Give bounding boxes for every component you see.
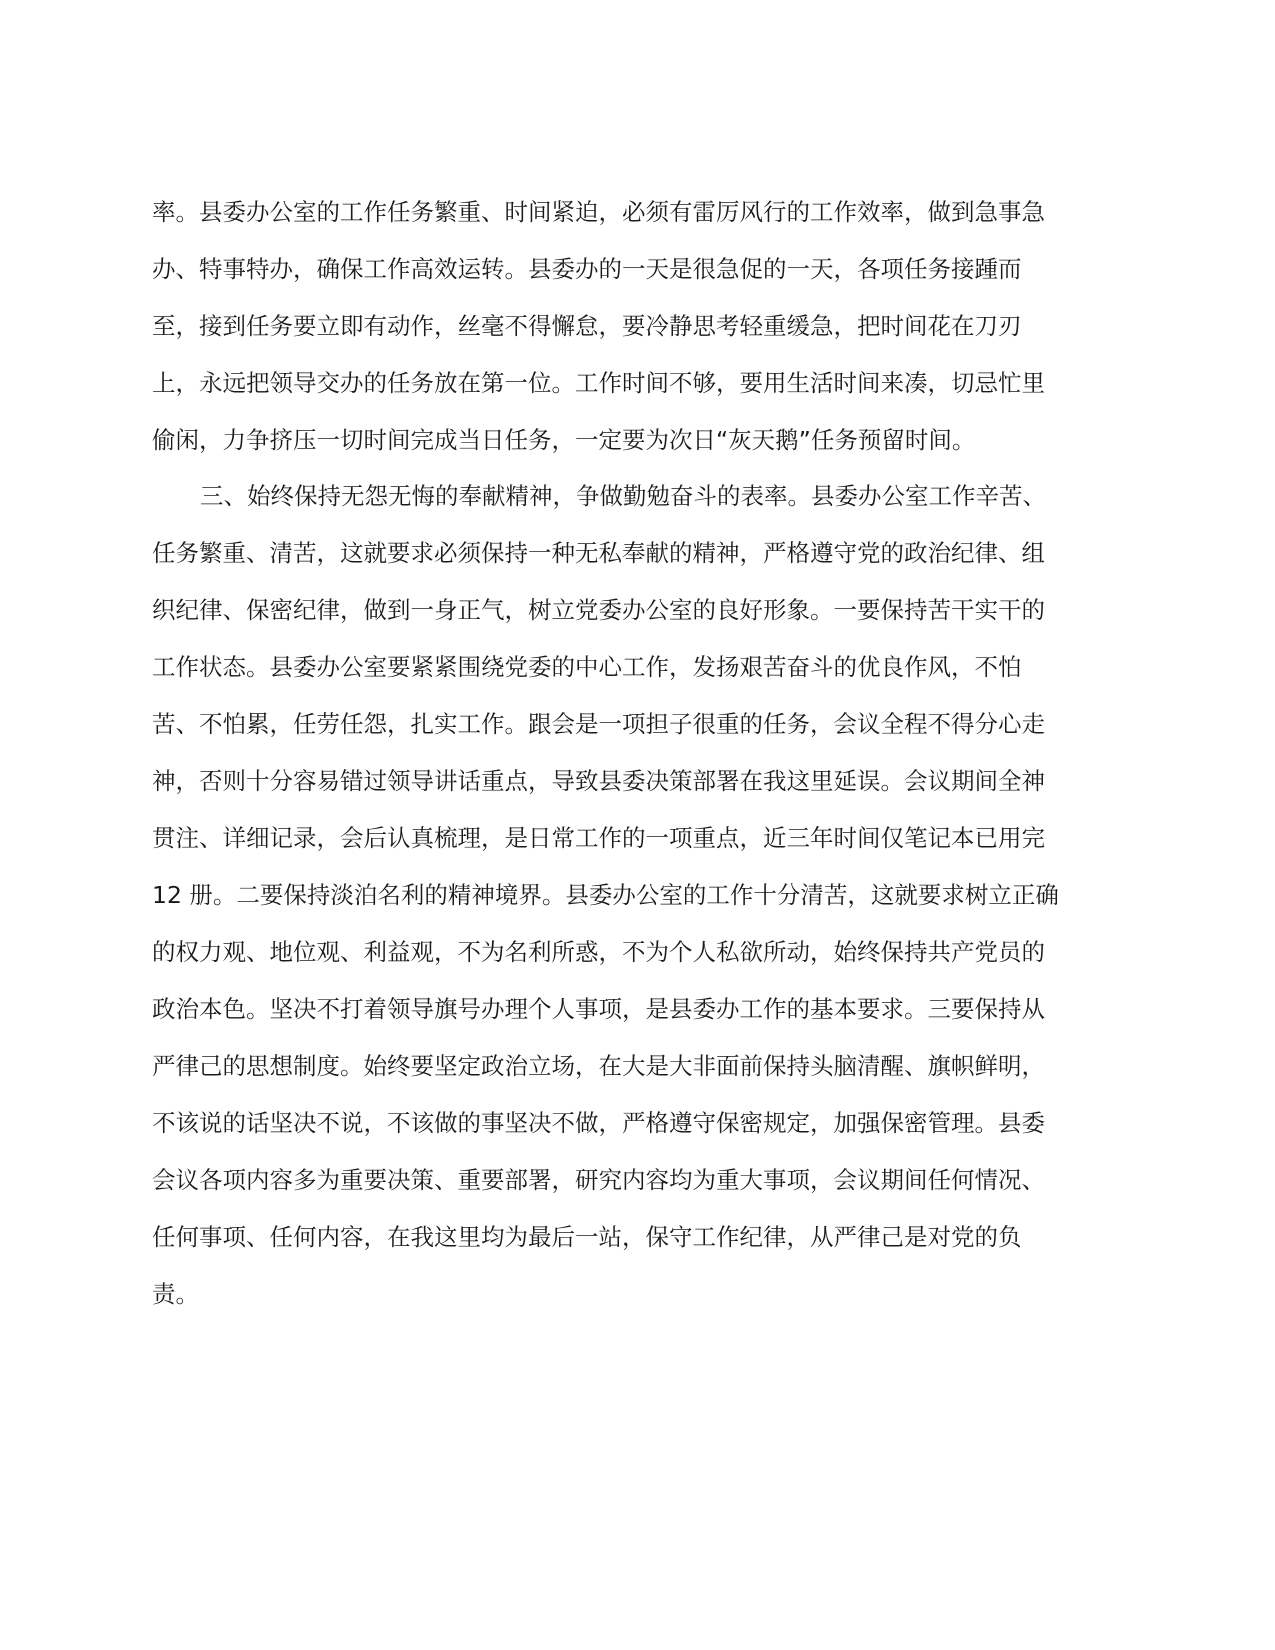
paragraph-line: 神，否则十分容易错过领导讲话重点，导致县委决策部署在我这里延误。会议期间全神 <box>152 767 1045 795</box>
paragraph-line: 苦、不怕累，任劳任怨，扎实工作。跟会是一项担子很重的任务，会议全程不得分心走 <box>152 710 1045 738</box>
paragraph-line: 会议各项内容多为重要决策、重要部署，研究内容均为重大事项，会议期间任何情况、 <box>152 1166 1045 1194</box>
paragraph-line: 织纪律、保密纪律，做到一身正气，树立党委办公室的良好形象。一要保持苦干实干的 <box>152 596 1045 624</box>
paragraph-line: 的权力观、地位观、利益观，不为名利所惑，不为个人私欲所动，始终保持共产党员的 <box>152 938 1045 966</box>
paragraph-line: 政治本色。坚决不打着领导旗号办理个人事项，是县委办工作的基本要求。三要保持从 <box>152 995 1045 1023</box>
paragraph-line: 12 册。二要保持淡泊名利的精神境界。县委办公室的工作十分清苦，这就要求树立正确 <box>152 881 1059 909</box>
paragraph-line: 上，永远把领导交办的任务放在第一位。工作时间不够，要用生活时间来凑，切忌忙里 <box>152 369 1045 397</box>
paragraph-line: 偷闲，力争挤压一切时间完成当日任务，一定要为次日“灰天鹅”任务预留时间。 <box>152 426 976 454</box>
paragraph-line: 贯注、详细记录，会后认真梳理，是日常工作的一项重点，近三年时间仅笔记本已用完 <box>152 824 1045 852</box>
paragraph-line: 率。县委办公室的工作任务繁重、时间紧迫，必须有雷厉风行的工作效率，做到急事急 <box>152 198 1045 226</box>
paragraph-dedication <box>152 468 1132 1323</box>
paragraph-line: 不该说的话坚决不说，不该做的事坚决不做，严格遵守保密规定，加强保密管理。县委 <box>152 1109 1045 1137</box>
paragraph-line: 三、始终保持无怨无悔的奉献精神，争做勤勉奋斗的表率。县委办公室工作辛苦、 <box>200 482 1046 510</box>
paragraph-line: 责。 <box>152 1280 199 1308</box>
paragraph-line: 至，接到任务要立即有动作，丝毫不得懈怠，要冷静思考轻重缓急，把时间花在刀刃 <box>152 312 1022 340</box>
paragraph-line: 严律己的思想制度。始终要坚定政治立场，在大是大非面前保持头脑清醒、旗帜鲜明， <box>152 1052 1045 1080</box>
paragraph-line: 任何事项、任何内容，在我这里均为最后一站，保守工作纪律，从严律己是对党的负 <box>152 1223 1022 1251</box>
paragraph-efficiency <box>152 184 1132 469</box>
paragraph-line: 工作状态。县委办公室要紧紧围绕党委的中心工作，发扬艰苦奋斗的优良作风，不怕 <box>152 653 1022 681</box>
paragraph-line: 任务繁重、清苦，这就要求必须保持一种无私奉献的精神，严格遵守党的政治纪律、组 <box>152 539 1045 567</box>
paragraph-line: 办、特事特办，确保工作高效运转。县委办的一天是很急促的一天，各项任务接踵而 <box>152 255 1022 283</box>
